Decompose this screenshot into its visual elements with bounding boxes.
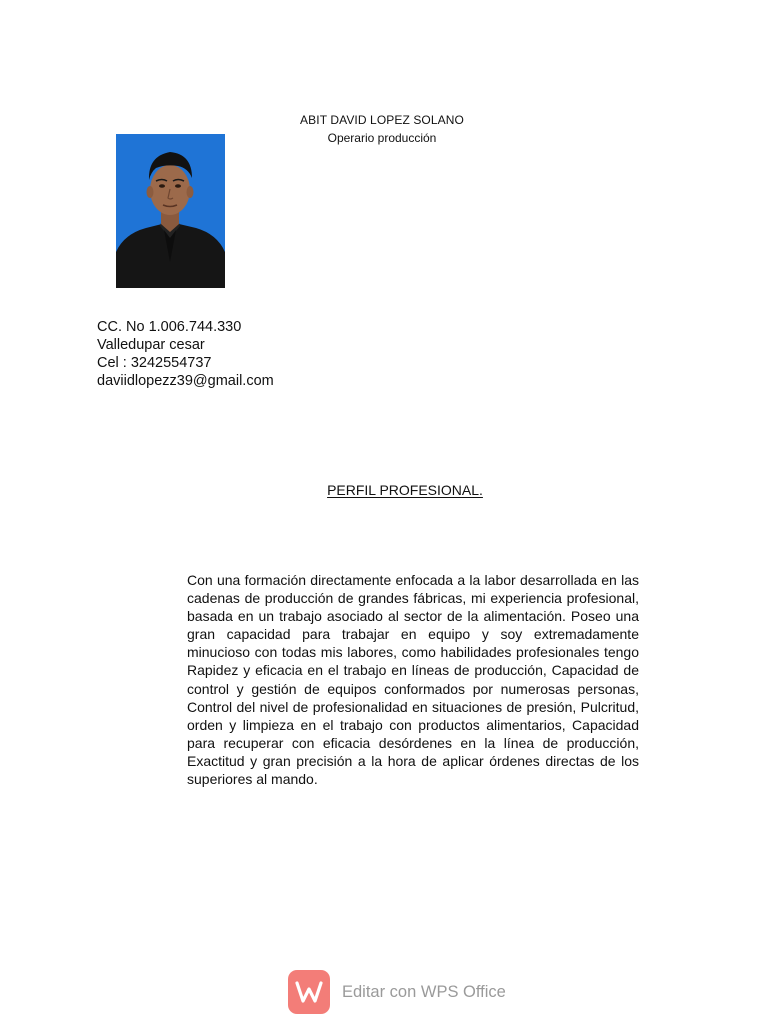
person-photo-icon [116,134,225,288]
profile-paragraph: Con una formación directamente enfocada a la labor desarrollada en las cadenas de producción de grandes fábricas, mi experiencia profesional, basada en un trabajo asociado al sector de la alimentación. Poseo una gran capacidad para trabajar en equipo y soy extremadamente minucioso con todas mis labores, como habilidades profesionales tengo Rapidez y eficacia en el trabajo en líneas de producción, Capacidad de control y gestión de equipos conformados por numerosas personas, Control del nivel de profesionalidad en situaciones de presión, Pulcritud, orden y limpieza en el trabajo con productos alimentarios, Capacidad para recuperar con eficacia desórdenes en la línea de producción, Exactitud y gran precisión a la hora de aplicar órdenes directas de los superiores al mando. [187,572,639,788]
wps-edit-label[interactable]: Editar con WPS Office [342,982,506,1001]
section-title-profile: PERFIL PROFESIONAL. [327,482,483,498]
wps-edit-button[interactable] [288,969,506,1015]
city: Valledupar cesar [97,337,205,353]
candidate-role: Operario producción [327,131,437,145]
id-number: CC. No 1.006.744.330 [97,319,242,335]
candidate-name: ABIT DAVID LOPEZ SOLANO [300,113,464,127]
contact-info [97,318,274,390]
wps-logo-icon[interactable] [288,970,330,1014]
header [0,112,764,148]
phone: Cel : 3242554737 [97,355,212,371]
email: daviidlopezz39@gmail.com [97,373,274,389]
profile-photo [116,134,225,288]
